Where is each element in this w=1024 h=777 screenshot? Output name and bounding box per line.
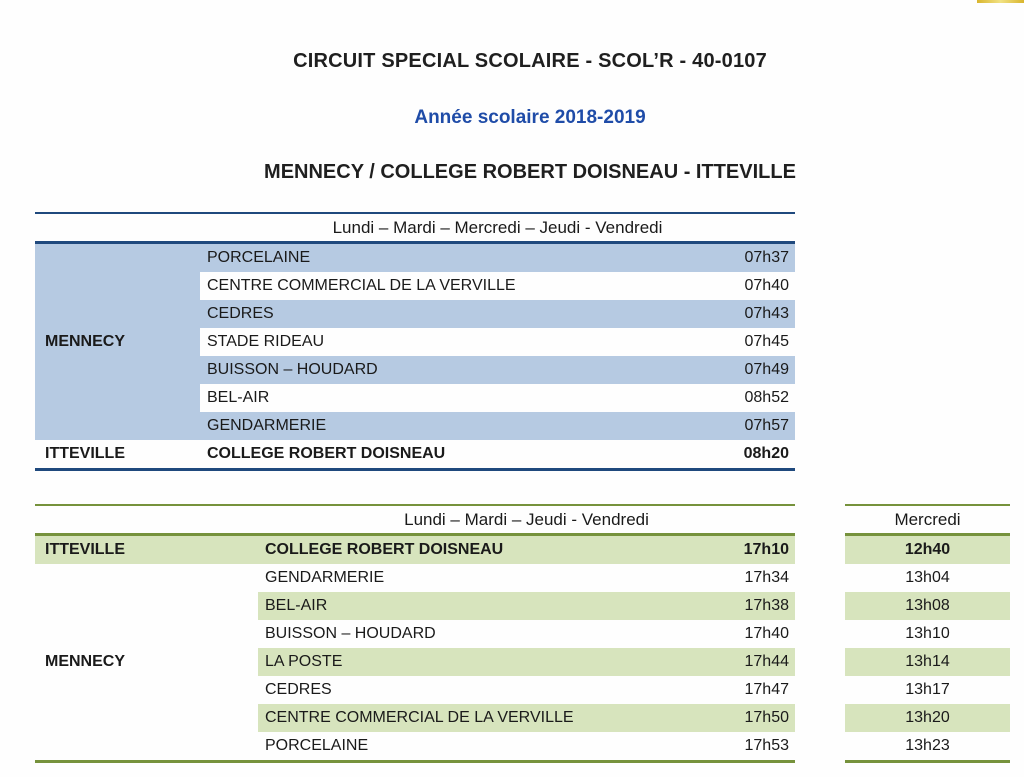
commune-label-itteville: ITTEVILLE [45, 541, 125, 558]
commune-label-itteville: ITTEVILLE [45, 445, 125, 462]
stop-name: LA POSTE [265, 653, 343, 670]
stop-time: 17h34 [744, 569, 789, 586]
morning-days-header-row [35, 212, 795, 244]
table-row [35, 272, 795, 300]
commune-label-mennecy: MENNECY [45, 333, 126, 350]
stop-name: CENTRE COMMERCIAL DE LA VERVILLE [265, 709, 574, 726]
stop-name: BUISSON – HOUDARD [207, 361, 378, 378]
morning-days-header: Lundi – Mardi – Mercredi – Jeudi - Vendredi [332, 217, 663, 237]
stop-name: PORCELAINE [207, 249, 311, 266]
wednesday-time: 13h04 [905, 569, 950, 586]
wednesday-schedule-table [845, 504, 1010, 763]
stop-time: 07h40 [744, 277, 789, 294]
table-row [35, 676, 795, 704]
evening-schedule-table [35, 504, 795, 763]
table-row [35, 244, 795, 272]
stop-name: PORCELAINE [265, 737, 369, 754]
stop-time: 07h49 [744, 361, 789, 378]
wednesday-time: 13h08 [845, 592, 1010, 620]
wednesday-time: 13h20 [845, 704, 1010, 732]
stop-name: STADE RIDEAU [207, 333, 325, 350]
morning-table-body [35, 244, 795, 471]
table-row-college [35, 440, 795, 468]
stop-time: 17h40 [744, 625, 789, 642]
table-row [35, 648, 795, 676]
table-row [35, 356, 795, 384]
stop-name: CEDRES [207, 305, 274, 322]
stop-time: 07h57 [744, 417, 789, 434]
wednesday-table-body [845, 536, 1010, 763]
morning-schedule-table [35, 212, 795, 471]
stop-time: 07h43 [744, 305, 789, 322]
route-title: MENNECY / COLLEGE ROBERT DOISNEAU - ITTEVILLE [264, 161, 796, 183]
stop-name: CENTRE COMMERCIAL DE LA VERVILLE [207, 277, 516, 294]
wednesday-time: 13h10 [905, 625, 950, 642]
table-row [35, 704, 795, 732]
school-year-subtitle: Année scolaire 2018-2019 [414, 107, 646, 128]
table-row [35, 300, 795, 328]
stop-name: BEL-AIR [207, 389, 270, 406]
stop-time: 08h20 [743, 445, 789, 462]
table-row [35, 732, 795, 760]
stop-time: 07h37 [744, 249, 789, 266]
table-row [35, 328, 795, 356]
stop-name: GENDARMERIE [207, 417, 327, 434]
table-row [35, 620, 795, 648]
evening-days-header-row [35, 504, 795, 536]
wednesday-time: 12h40 [845, 536, 1010, 564]
wednesday-time: 13h14 [845, 648, 1010, 676]
stop-time: 07h45 [744, 333, 789, 350]
stop-time: 17h50 [744, 709, 789, 726]
stop-name: COLLEGE ROBERT DOISNEAU [207, 445, 446, 462]
wednesday-time: 13h17 [905, 681, 950, 698]
evening-days-header: Lundi – Mardi – Jeudi - Vendredi [404, 509, 649, 529]
commune-label-mennecy: MENNECY [45, 653, 126, 670]
evening-table-body [35, 536, 795, 763]
stop-time: 08h52 [744, 389, 789, 406]
table-row [35, 384, 795, 412]
gold-accent-bar [977, 0, 1024, 3]
stop-time: 17h53 [744, 737, 789, 754]
wednesday-header: Mercredi [894, 509, 961, 529]
table-row [35, 412, 795, 440]
stop-name: CEDRES [265, 681, 332, 698]
stop-name: BEL-AIR [265, 597, 328, 614]
wednesday-header-row [845, 504, 1010, 536]
wednesday-time: 13h23 [905, 737, 950, 754]
stop-name: GENDARMERIE [265, 569, 385, 586]
stop-time: 17h10 [743, 541, 789, 558]
stop-time: 17h47 [744, 681, 789, 698]
stop-name: BUISSON – HOUDARD [265, 625, 436, 642]
stop-time: 17h38 [744, 597, 789, 614]
stop-time: 17h44 [744, 653, 789, 670]
table-row-college [35, 536, 795, 564]
table-row [35, 564, 795, 592]
stop-name: COLLEGE ROBERT DOISNEAU [265, 541, 504, 558]
table-row [35, 592, 795, 620]
page-title: CIRCUIT SPECIAL SCOLAIRE - SCOL’R - 40-0107 [293, 50, 767, 72]
